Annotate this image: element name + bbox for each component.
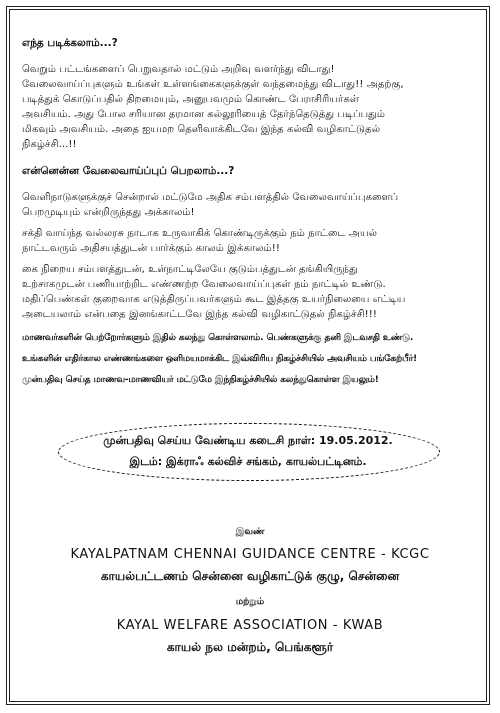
organizer-kcgc-english: KAYALPATNAM CHENNAI GUIDANCE CENTRE - KCGC	[70, 547, 430, 562]
notice-participate: உங்களின் எதிர்கால எண்ணங்களை ஒளிமயமாக்கிட இவ்விரிய நிகழ்ச்சியில் அவசியம் பங்கேற்பீர்!	[22, 354, 418, 364]
notice-registration: முன்பதிவு செய்த மாணவ-மாணவியர் மட்டுமே இந்நிகழ்ச்சியில் கலந்துகொள்ள இயலும்!	[22, 375, 379, 385]
text-line: உற்சாகமுடன் பணியாற்றிட எண்ணற்ற வேலைவாய்ப்புகள் நம் நாட்டில் உண்டு.	[22, 279, 386, 290]
text-line: வேலைவாய்ப்புகளும் உங்கள் உள்ளங்கைகளுக்குள் வந்தமைந்து விடாது!! அதற்கு,	[22, 79, 404, 90]
document-body	[22, 36, 478, 395]
organizer-kwab-tamil: காயல் நல மன்றம், பெங்களூர்	[166, 640, 334, 654]
section-heading-study: எந்த படிக்கலாம்...?	[22, 37, 118, 49]
text-line: பெறமுடியும் என்றிருந்தது அக்காலம்!	[22, 207, 195, 218]
paragraph-study	[22, 62, 478, 152]
notices	[22, 332, 478, 387]
paragraph-nation	[22, 226, 478, 256]
and-label: மற்றும்	[235, 597, 265, 607]
text-line: அடையலாம் என்பதை இனங்காட்டவே இந்த கல்வி வழிகாட்டுதல் நிகழ்ச்சி!!!	[22, 309, 377, 320]
organizer-kwab-english: KAYAL WELFARE ASSOCIATION - KWAB	[116, 618, 384, 633]
by-label: இவண்	[235, 527, 265, 537]
text-line: அவசியம். அது போல சரியான தரமான கல்லூரியைத் தேர்ந்தெடுத்து படிப்பதும்	[22, 109, 386, 120]
text-line: மிகவும் அவசியம். அதை ஐயமற தெளிவாக்கிடவே இந்த கல்வி வழிகாட்டுதல்	[22, 124, 381, 135]
registration-venue: இடம்: இக்ராஃ கல்விச் சங்கம், காயல்பட்டினம்.	[129, 455, 367, 468]
text-line: நிகழ்ச்சி...!!	[22, 139, 77, 150]
paragraph-opportunities	[22, 262, 478, 322]
text-line: நாட்டவரும் அதிசயத்துடன் பார்க்கும் காலம் இக்காலம்!!	[22, 243, 280, 254]
text-line: கை நிறைய சம்பளத்துடன், உள்நாட்டிலேயே குடும்பத்துடன் தங்கியிருந்து	[22, 264, 358, 275]
registration-deadline: முன்பதிவு செய்ய வேண்டிய கடைசி நாள்: 19.05.2012.	[103, 434, 393, 447]
section-heading-jobs: என்னென்ன வேலைவாய்ப்புப் பெறலாம்...?	[22, 165, 235, 177]
text-line: மதிப்பெண்கள் குறைவாக எடுத்திருப்பவர்களும் கூட இத்தகு உயர்நிலையை எட்டிய	[22, 294, 406, 305]
text-line: படித்துக் கொடுப்பதில் திறமையும், அனுபவமும் கொண்ட பேராசிரியர்கள்	[22, 94, 359, 105]
text-line: சக்தி வாய்ந்த வல்லரசு நாடாக உருவாகிக் கொண்டிருக்கும் நம் நாட்டை அயல்	[22, 228, 378, 239]
registration-oval	[58, 423, 440, 481]
notice-parents: மாணவர்களின் பெற்றோர்களும் இதில் கலந்து கொள்ளலாம். பெண்களுக்கு தனி இடவசதி உண்டு.	[22, 333, 414, 343]
text-line: வெறும் பட்டங்களைப் பெறுவதால் மட்டும் அறிவு வளர்ந்து விடாது!	[22, 64, 335, 75]
text-line: வெளிநாடுகளுக்குச் சென்றால் மட்டுமே அதிக சம்பளத்தில் வேலைவாய்ப்புகளைப்	[22, 192, 399, 203]
organizer-kcgc-tamil: காயல்பட்டணம் சென்னை வழிகாட்டுக் குழு, சென்னை	[100, 569, 400, 583]
paragraph-abroad	[22, 190, 478, 220]
